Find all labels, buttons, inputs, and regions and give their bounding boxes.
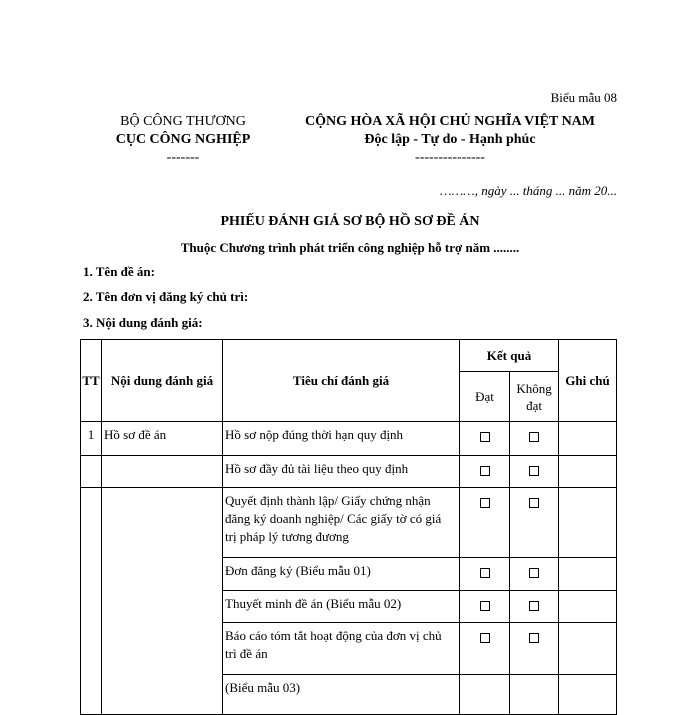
table-row bbox=[81, 456, 617, 488]
criteria-line: Báo cáo tóm tắt hoạt động của đơn vị chủ bbox=[225, 628, 442, 643]
cell-criteria bbox=[223, 623, 460, 675]
pass-checkbox[interactable] bbox=[480, 498, 490, 508]
cell-criteria bbox=[223, 591, 460, 623]
cell-note[interactable] bbox=[559, 456, 617, 488]
criteria-line: Hồ sơ đầy đủ tài liệu theo quy định bbox=[225, 461, 409, 476]
criteria-line: (Biểu mẫu 03) bbox=[225, 680, 301, 695]
cell-pass[interactable] bbox=[460, 623, 510, 675]
criteria-line: Đơn đăng ký (Biểu mẫu 01) bbox=[225, 563, 371, 578]
cell-note[interactable] bbox=[559, 558, 617, 591]
cell-fail[interactable] bbox=[510, 591, 559, 623]
pass-checkbox[interactable] bbox=[480, 568, 490, 578]
motto-divider: --------------- bbox=[415, 150, 485, 165]
cell-content bbox=[102, 488, 223, 715]
cell-note[interactable] bbox=[559, 488, 617, 558]
section-evaluation-content: 3. Nội dung đánh giá: bbox=[83, 315, 203, 330]
cell-pass[interactable] bbox=[460, 456, 510, 488]
header-fail bbox=[510, 372, 559, 422]
fail-checkbox[interactable] bbox=[529, 601, 539, 611]
cell-pass[interactable] bbox=[460, 591, 510, 623]
issuing-agency-block bbox=[98, 114, 268, 166]
cell-pass[interactable] bbox=[460, 675, 510, 715]
header-note: Ghi chú bbox=[559, 340, 617, 422]
cell-criteria bbox=[223, 558, 460, 591]
cell-content: Hồ sơ đề án bbox=[102, 422, 223, 456]
criteria-line: Thuyết minh đề án (Biểu mẫu 02) bbox=[225, 596, 402, 611]
cell-criteria bbox=[223, 422, 460, 456]
cell-note[interactable] bbox=[559, 675, 617, 715]
fail-checkbox[interactable] bbox=[529, 432, 539, 442]
header-fail-line2: đạt bbox=[526, 397, 542, 413]
table-row bbox=[81, 488, 617, 558]
cell-tt bbox=[81, 488, 102, 715]
cell-note[interactable] bbox=[559, 623, 617, 675]
pass-checkbox[interactable] bbox=[480, 601, 490, 611]
header-result: Kết quả bbox=[460, 340, 559, 372]
country-name: CỘNG HÒA XÃ HỘI CHỦ NGHĨA VIỆT NAM bbox=[304, 114, 595, 129]
cell-tt: 1 bbox=[81, 422, 102, 456]
table-row bbox=[81, 422, 617, 456]
criteria-line: Quyết định thành lập/ Giấy chứng nhận bbox=[225, 493, 431, 508]
ministry-name: BỘ CÔNG THƯƠNG bbox=[120, 114, 246, 129]
date-line: ………, ngày ... tháng ... năm 20... bbox=[440, 183, 617, 198]
form-number: Biểu mẫu 08 bbox=[550, 90, 617, 105]
cell-tt bbox=[81, 456, 102, 488]
cell-note[interactable] bbox=[559, 591, 617, 623]
pass-checkbox[interactable] bbox=[480, 432, 490, 442]
national-motto: Độc lập - Tự do - Hạnh phúc bbox=[364, 132, 536, 147]
cell-note[interactable] bbox=[559, 422, 617, 456]
header-tt: TT bbox=[81, 340, 102, 422]
header-fail-line1: Không bbox=[516, 380, 552, 396]
cell-content bbox=[102, 456, 223, 488]
cell-fail[interactable] bbox=[510, 422, 559, 456]
criteria-line: đăng ký doanh nghiệp/ Các giấy tờ có giá bbox=[225, 511, 442, 526]
fail-checkbox[interactable] bbox=[529, 498, 539, 508]
cell-fail[interactable] bbox=[510, 675, 559, 715]
national-header-block bbox=[300, 114, 600, 166]
cell-pass[interactable] bbox=[460, 558, 510, 591]
criteria-line: Hồ sơ nộp đúng thời hạn quy định bbox=[225, 427, 404, 442]
cell-fail[interactable] bbox=[510, 623, 559, 675]
form-title: PHIẾU ĐÁNH GIÁ SƠ BỘ HỒ SƠ ĐỀ ÁN bbox=[220, 214, 480, 229]
fail-checkbox[interactable] bbox=[529, 568, 539, 578]
cell-criteria bbox=[223, 456, 460, 488]
header-pass: Đạt bbox=[460, 372, 510, 422]
cell-criteria bbox=[223, 488, 460, 558]
criteria-line: trì đề án bbox=[225, 646, 268, 661]
cell-pass[interactable] bbox=[460, 422, 510, 456]
pass-checkbox[interactable] bbox=[480, 633, 490, 643]
cell-criteria bbox=[223, 675, 460, 715]
cell-fail[interactable] bbox=[510, 488, 559, 558]
fail-checkbox[interactable] bbox=[529, 466, 539, 476]
cell-fail[interactable] bbox=[510, 456, 559, 488]
department-name: CỤC CÔNG NGHIỆP bbox=[115, 132, 251, 147]
section-project-name: 1. Tên đề án: bbox=[83, 264, 155, 279]
fail-checkbox[interactable] bbox=[529, 633, 539, 643]
cell-pass[interactable] bbox=[460, 488, 510, 558]
header-criteria: Tiêu chí đánh giá bbox=[223, 340, 460, 422]
section-host-unit: 2. Tên đơn vị đăng ký chủ trì: bbox=[83, 289, 249, 304]
program-subtitle: Thuộc Chương trình phát triển công nghiệp hỗ trợ năm ........ bbox=[180, 240, 520, 255]
evaluation-table bbox=[80, 339, 617, 715]
cell-fail[interactable] bbox=[510, 558, 559, 591]
header-content: Nội dung đánh giá bbox=[102, 340, 223, 422]
criteria-line: trị pháp lý tương đương bbox=[225, 529, 349, 544]
agency-divider: ------- bbox=[166, 150, 200, 165]
pass-checkbox[interactable] bbox=[480, 466, 490, 476]
